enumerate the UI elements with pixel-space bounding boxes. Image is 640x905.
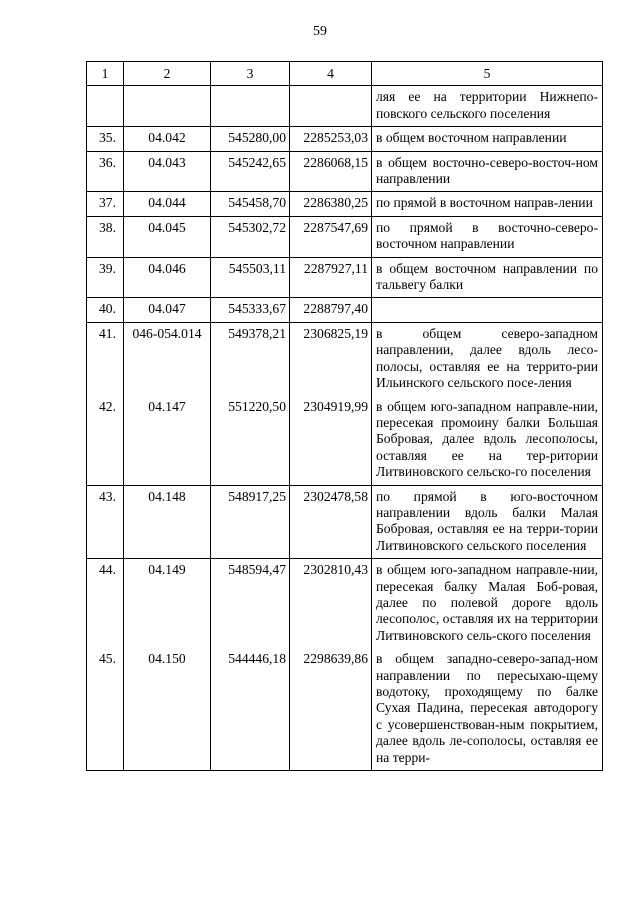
header-col-3: 3 bbox=[211, 62, 290, 86]
row-number: 39. bbox=[87, 257, 124, 298]
coord-y: 2287547,69 bbox=[290, 216, 372, 257]
point-code: 04.045 bbox=[124, 216, 211, 257]
coord-y: 2287927,11 bbox=[290, 257, 372, 298]
table-row bbox=[87, 396, 603, 486]
coord-y: 2306825,19 bbox=[290, 322, 372, 395]
direction-description: в общем восточном направлении по тальвегу балки bbox=[372, 257, 603, 298]
coord-y: 2286068,15 bbox=[290, 151, 372, 192]
direction-description: в общем восточно-северо-восточ-ном направлении bbox=[372, 151, 603, 192]
direction-description bbox=[372, 298, 603, 322]
point-code: 046-054.014 bbox=[124, 322, 211, 395]
point-code: 04.148 bbox=[124, 485, 211, 559]
row-number: 40. bbox=[87, 298, 124, 322]
row-number: 36. bbox=[87, 151, 124, 192]
coord-y: 2302478,58 bbox=[290, 485, 372, 559]
coord-y: 2285253,03 bbox=[290, 127, 372, 151]
table-row bbox=[87, 127, 603, 151]
page-number: 59 bbox=[313, 24, 327, 39]
table-row bbox=[87, 322, 603, 395]
table-row bbox=[87, 216, 603, 257]
coord-x: 548917,25 bbox=[211, 485, 290, 559]
row-number: 42. bbox=[87, 396, 124, 486]
coord-x: 545503,11 bbox=[211, 257, 290, 298]
coord-x: 545302,72 bbox=[211, 216, 290, 257]
coord-x: 545242,65 bbox=[211, 151, 290, 192]
point-code: 04.044 bbox=[124, 192, 211, 216]
point-code: 04.046 bbox=[124, 257, 211, 298]
table-row bbox=[87, 192, 603, 216]
row-number: 38. bbox=[87, 216, 124, 257]
row-number: 43. bbox=[87, 485, 124, 559]
table-row bbox=[87, 485, 603, 559]
header-col-2: 2 bbox=[124, 62, 211, 86]
coord-x: 548594,47 bbox=[211, 559, 290, 649]
coord-x: 551220,50 bbox=[211, 396, 290, 486]
row-number: 45. bbox=[87, 648, 124, 770]
coord-x: 549378,21 bbox=[211, 322, 290, 395]
direction-description: по прямой в юго-восточном направлении вдоль балки Малая Бобровая, оставляя ее на терри-тории Литвиновского сельского поселения bbox=[372, 485, 603, 559]
table-row bbox=[87, 257, 603, 298]
header-col-5: 5 bbox=[372, 62, 603, 86]
point-code: 04.147 bbox=[124, 396, 211, 486]
direction-description: в общем северо-западном направлении, далее вдоль лесо-полосы, оставляя ее на террито-рии Ильинского сельского посе-ления bbox=[372, 322, 603, 395]
table-header-row bbox=[87, 62, 603, 86]
point-code: 04.042 bbox=[124, 127, 211, 151]
point-code: 04.150 bbox=[124, 648, 211, 770]
coord-x: 545458,70 bbox=[211, 192, 290, 216]
table-row bbox=[87, 298, 603, 322]
coord-x: 545280,00 bbox=[211, 127, 290, 151]
continuation-text: ляя ее на территории Нижнепо-повского сельского поселения bbox=[372, 86, 603, 127]
coord-y: 2302810,43 bbox=[290, 559, 372, 649]
row-number: 41. bbox=[87, 322, 124, 395]
table-row bbox=[87, 151, 603, 192]
boundary-table bbox=[86, 61, 603, 771]
coord-x: 545333,67 bbox=[211, 298, 290, 322]
row-number: 37. bbox=[87, 192, 124, 216]
direction-description: в общем юго-западном направле-нии, пересекая балку Малая Боб-ровая, далее по полевой дороге вдоль лесополос, оставляя их на территории Литвиновского сель-ского поселения bbox=[372, 559, 603, 649]
coord-y: 2288797,40 bbox=[290, 298, 372, 322]
table-row bbox=[87, 559, 603, 649]
continuation-row bbox=[87, 86, 603, 127]
direction-description: в общем юго-западном направле-нии, пересекая промоину балки Большая Бобровая, далее вдоль лесополосы, оставляя ее на тер-ритории Литвиновского сельско-го поселения bbox=[372, 396, 603, 486]
header-col-1: 1 bbox=[87, 62, 124, 86]
coord-x: 544446,18 bbox=[211, 648, 290, 770]
direction-description: в общем западно-северо-запад-ном направлении по пересыхаю-щему водотоку, проходящему по балке Сухая Падина, пересекая автодорогу с усовершенствован-ным покрытием, далее вдоль ле-сополосы, оставляя ее на терри- bbox=[372, 648, 603, 770]
direction-description: по прямой в восточно-северо-восточном направлении bbox=[372, 216, 603, 257]
coord-y: 2304919,99 bbox=[290, 396, 372, 486]
row-number: 35. bbox=[87, 127, 124, 151]
direction-description: по прямой в восточном направ-лении bbox=[372, 192, 603, 216]
coord-y: 2298639,86 bbox=[290, 648, 372, 770]
point-code: 04.047 bbox=[124, 298, 211, 322]
coord-y: 2286380,25 bbox=[290, 192, 372, 216]
table-row bbox=[87, 648, 603, 770]
header-col-4: 4 bbox=[290, 62, 372, 86]
point-code: 04.043 bbox=[124, 151, 211, 192]
point-code: 04.149 bbox=[124, 559, 211, 649]
row-number: 44. bbox=[87, 559, 124, 649]
direction-description: в общем восточном направлении bbox=[372, 127, 603, 151]
